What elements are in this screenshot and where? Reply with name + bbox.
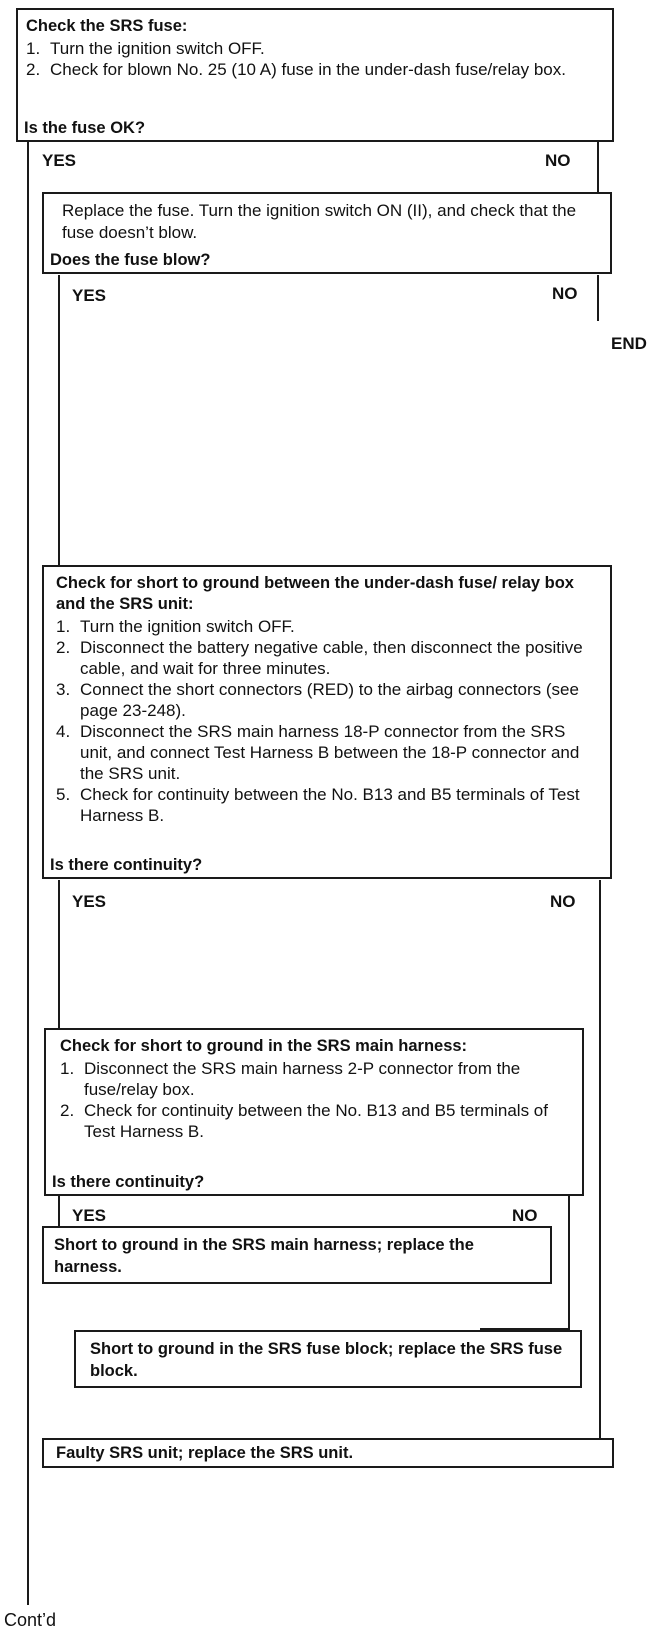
step4-steps xyxy=(60,1058,574,1142)
result-harness-box xyxy=(42,1226,552,1284)
step1-steps xyxy=(26,38,604,80)
flow-line-step4-yes xyxy=(58,1194,60,1226)
step3-title: Check for short to ground between the under-dash fuse/ relay box and the SRS unit: xyxy=(56,574,574,613)
step4-question: Is there continuity? xyxy=(44,1170,584,1196)
step3-item-5: 5. Check for continuity between the No. B13 and B5 terminals of Test Harness B. xyxy=(56,785,580,825)
step2-no-label: NO xyxy=(552,284,578,303)
step3-box xyxy=(42,565,612,855)
step4-title: Check for short to ground in the SRS main harness: xyxy=(60,1037,468,1055)
step1-title: Check the SRS fuse: xyxy=(26,17,188,35)
flow-line-step4-no xyxy=(568,1194,570,1330)
flow-line-step2-no xyxy=(597,275,599,321)
step4-no-label: NO xyxy=(512,1206,538,1225)
step2-box xyxy=(42,192,612,250)
flow-line-step3-no xyxy=(599,880,601,1440)
step3-no-label: NO xyxy=(550,892,576,911)
step3-item-3: 3. Connect the short connectors (RED) to the airbag connectors (see page 23-248). xyxy=(56,680,579,720)
step2-text: Replace the fuse. Turn the ignition switch ON (II), and check that the fuse doesn’t blow. xyxy=(62,201,577,242)
step3-item-2: 2. Disconnect the battery negative cable, then disconnect the positive cable, and wait for three minutes. xyxy=(56,638,583,678)
flow-line-step1-yes xyxy=(27,140,29,1605)
step3-steps xyxy=(56,616,602,826)
result-fuse-block-box xyxy=(74,1330,582,1388)
step3-question: Is there continuity? xyxy=(42,853,612,879)
step3-yes-label: YES xyxy=(72,892,107,911)
step4-item-1: 1. Disconnect the SRS main harness 2-P connector from the fuse/relay box. xyxy=(60,1059,521,1099)
step4-item-2: 2. Check for continuity between the No. B13 and B5 terminals of Test Harness B. xyxy=(60,1101,548,1141)
flow-line-step1-no xyxy=(597,140,599,192)
step1-yes-label: YES xyxy=(42,151,77,170)
step4-box xyxy=(44,1028,584,1172)
result-harness-text: Short to ground in the SRS main harness; replace the harness. xyxy=(54,1236,474,1276)
step2-question: Does the fuse blow? xyxy=(42,248,612,274)
step1-question: Is the fuse OK? xyxy=(16,116,614,142)
step1-item-2: 2. Check for blown No. 25 (10 A) fuse in the under-dash fuse/relay box. xyxy=(26,60,566,79)
step3-item-1: 1. Turn the ignition switch OFF. xyxy=(56,617,295,636)
step1-box xyxy=(16,8,614,118)
result-unit-text: Faulty SRS unit; replace the SRS unit. xyxy=(56,1444,354,1462)
step1-no-label: NO xyxy=(545,151,571,170)
step4-yes-label: YES xyxy=(72,1206,107,1225)
flow-line-step3-yes xyxy=(58,880,60,1028)
result-unit-box xyxy=(42,1438,614,1468)
result-fuse-block-text: Short to ground in the SRS fuse block; replace the SRS fuse block. xyxy=(90,1340,563,1380)
flow-line-step2-yes xyxy=(58,275,60,565)
continued-label: Cont’d xyxy=(4,1610,57,1630)
step1-item-1: 1. Turn the ignition switch OFF. xyxy=(26,39,265,58)
step2-end-label: END xyxy=(611,334,647,353)
step3-item-4: 4. Disconnect the SRS main harness 18-P connector from the SRS unit, and connect Test Harness B between the 18-P connector and the SRS unit. xyxy=(56,722,580,783)
step2-yes-label: YES xyxy=(72,286,107,305)
